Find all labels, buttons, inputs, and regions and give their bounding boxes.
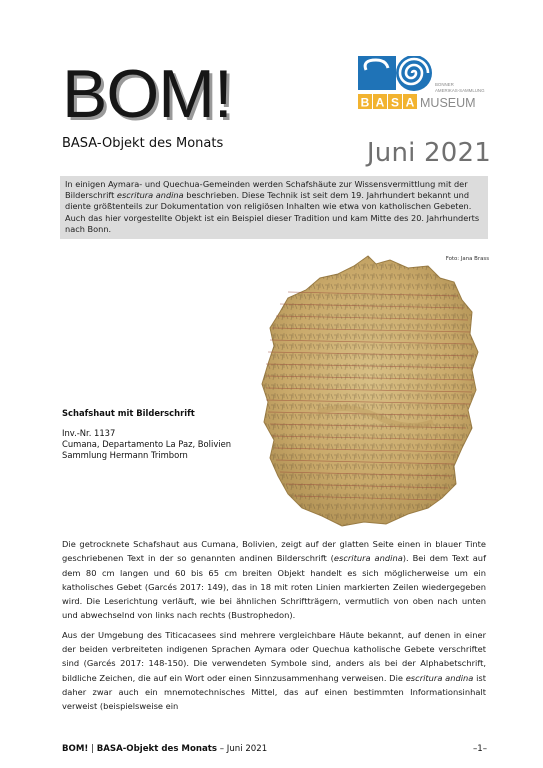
object-caption (62, 408, 231, 461)
page-number: –1– (472, 744, 487, 754)
logo-letter-b: B (360, 95, 370, 110)
caption-place: Cumana, Departamento La Paz, Bolivien (62, 439, 232, 449)
sheepskin-object-image (258, 252, 482, 528)
caption-title: Schafshaut mit Bilderschrift (62, 408, 195, 418)
logo-museum-word: MUSEUM (420, 96, 476, 110)
intro-box: In einigen Aymara- und Quechua-Gemeinden werden Schafshäute zur Wissensvermittlung mit der Bilderschrift escritura andina beschrieben. Diese Technik ist seit dem 19. Jahrhundert bekannt und diente größtenteils zur Dokumentation von religiösen Inhalten wie etwa von katholischen Gebeten. Auch das hier vorgestellte Objekt ist ein Beispiel dieser Tradition und kam Mitte des 20. Jahrhunderts nach Bonn. (60, 176, 488, 239)
brand-title: BOM! (62, 56, 232, 132)
caption-inventory-number: Inv.-Nr. 1137 (62, 428, 116, 438)
logo-letter-s: S (390, 95, 400, 110)
intro-italic-term: escritura andina (116, 190, 184, 201)
paragraph-2: Aus der Umgebung des Titicacasees sind mehrere vergleichbare Häute bekannt, auf denen in einer der beiden verbreiteten indigenen Sprachen Aymara oder Quechua katholische Gebete verschriftet sind (Garcés 2017: 148-150). Die verwendeten Symbole sind, anders als bei der Alphabetschrift, bildliche Zeichen, die auf ein Wort oder einen Sinnzusammenhang verweisen. Die escritura andina ist daher zwar auch ein mnemotechnisches Mittel, das auf einen bestimmten Informationsinhalt verweist (beispielsweise ein (62, 629, 486, 712)
logo-small-line2: AMERIKAS-SAMMLUNG (435, 88, 485, 93)
basa-museum-logo (358, 56, 498, 118)
footer-title: BOM! | BASA-Objekt des Monats – Juni 2021 (62, 744, 268, 754)
logo-spiral-icon (396, 56, 432, 91)
paragraph-1: Die getrocknete Schafshaut aus Cumana, Bolivien, zeigt auf der glatten Seite einen in blauer Tinte geschriebenen Text in der so genannten andinen Bilderschrift (escritura andina). Bei dem Text auf dem 80 cm langen und 60 bis 65 cm breiten Objekt handelt es sich möglicherweise um ein katholisches Gebet (Garcés 2017: 149), das in 18 mit roten Linien markierten Zeilen wiedergegeben wird. Die Leserichtung verläuft, wie bei ähnlichen Schriftträgern, vermutlich von oben nach unten und abwechselnd von links nach rechts (Bustrophedon). (62, 539, 486, 621)
issue-date: Juni 2021 (366, 138, 491, 168)
logo-letter-a2: A (405, 95, 415, 110)
logo-small-line1: BONNER (435, 82, 454, 87)
photo-credit: Foto: Jana Brass (445, 256, 489, 262)
logo-letter-a: A (375, 95, 385, 110)
article-body (62, 537, 486, 719)
caption-collection: Sammlung Hermann Trimborn (62, 450, 188, 460)
page-subtitle: BASA-Objekt des Monats (62, 136, 224, 151)
